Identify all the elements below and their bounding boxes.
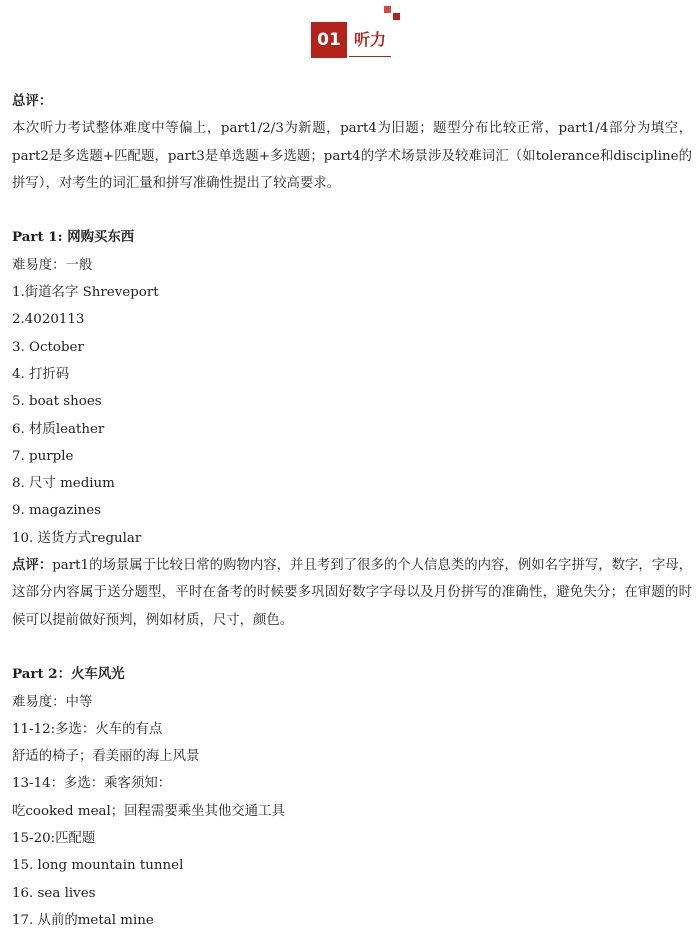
title-underline — [349, 56, 391, 57]
part2-line: 17. 从前的metal mine — [12, 912, 154, 928]
answer-item: 8. 尺寸 medium — [12, 476, 115, 492]
answer-item: 5. boat shoes — [12, 394, 102, 410]
part2-line: 15. long mountain tunnel — [12, 858, 184, 874]
answer-item: 10. 送货方式regular — [12, 530, 142, 546]
summary-label: 总评： — [12, 93, 53, 109]
answer-item: 6. 材质leather — [12, 421, 105, 437]
section-number-badge: 01 — [311, 22, 347, 58]
spacer — [12, 197, 692, 224]
part1-difficulty: 难易度：一般 — [12, 257, 93, 273]
answer-item: 3. October — [12, 339, 84, 355]
answer-item: 4. 打折码 — [12, 366, 70, 382]
summary-text: 本次听力考试整体难度中等偏上，part1/2/3为新题，part4为旧题；题型分布比较正常，part1/4部分为填空，part2是多选题+匹配题，part3是单选题+多选题；part4的学术场景涉及较难词汇（如tolerance和discipline的拼写），对考生的词汇量和拼写准确性提出了较高要求。 — [12, 121, 692, 191]
part2-line: 吃cooked meal；回程需要乘坐其他交通工具 — [12, 803, 285, 819]
part2-line: 11-12:多选：火车的有点 — [12, 721, 163, 737]
section-title: 听力 — [354, 30, 387, 49]
comment-text: part1的场景属于比较日常的购物内容，并且考到了很多的个人信息类的内容，例如名字拼写，数字，字母，这部分内容属于送分题型，平时在备考的时候要多巩固好数字字母以及月份拼写的准确性，避免失分；在审题的时候可以提前做好预判，例如材质，尺寸，颜色。 — [12, 558, 693, 628]
decor-square — [393, 13, 400, 20]
part2-line: 13-14：多选：乘客须知： — [12, 776, 172, 792]
part2-difficulty: 难易度：中等 — [12, 694, 93, 710]
answer-item: 2.4020113 — [12, 312, 85, 328]
comment-label: 点评： — [12, 557, 53, 574]
answer-item: 7. purple — [12, 448, 74, 464]
spacer — [12, 634, 692, 661]
decor-square — [384, 6, 391, 13]
part2-line: 舒适的椅子；看美丽的海上风景 — [12, 749, 200, 765]
article-body — [12, 88, 692, 934]
answer-item: 9. magazines — [12, 503, 102, 519]
section-header — [0, 0, 697, 70]
part2-line: 16. sea lives — [12, 885, 96, 901]
part2-heading: Part 2：火车风光 — [12, 666, 125, 683]
part2-line: 15-20:匹配题 — [12, 831, 96, 847]
part1-heading: Part 1: 网购买东西 — [12, 229, 135, 246]
answer-item: 1.街道名字 Shreveport — [12, 285, 159, 301]
part1-comment — [12, 552, 692, 634]
